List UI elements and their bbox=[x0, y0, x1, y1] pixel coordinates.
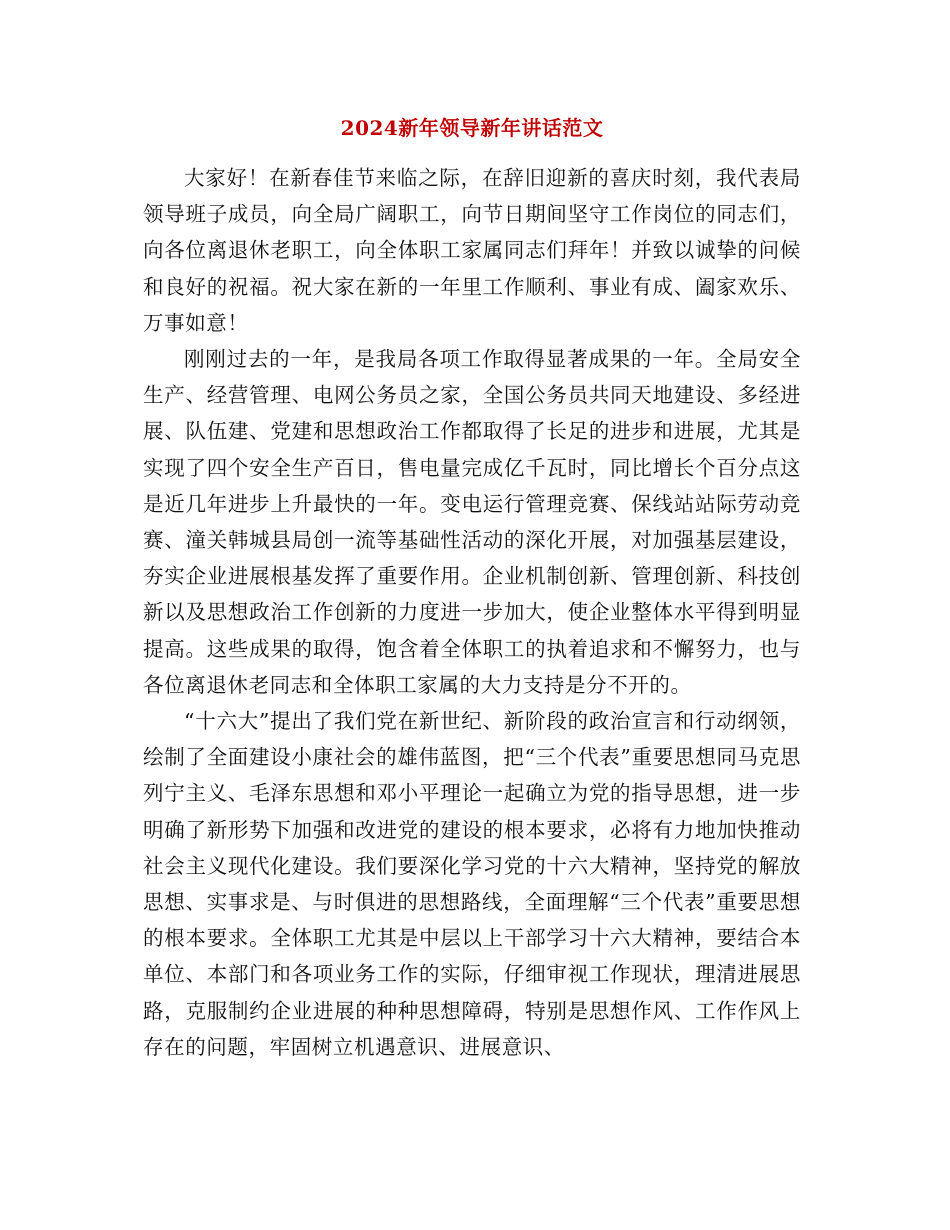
paragraph-sixteenth-congress: “十六大”提出了我们党在新世纪、新阶段的政治宣言和行动纲领，绘制了全面建设小康社会的雄伟蓝图，把“三个代表”重要思想同马克思列宁主义、毛泽东思想和邓小平理论一起确立为党的指导思想，进一步明确了新形势下加强和改进党的建设的根本要求，必将有力地加快推动社会主义现代化建设。我们要深化学习党的十六大精神，坚持党的解放思想、实事求是、与时俱进的思想路线，全面理解“三个代表”重要思想的根本要求。全体职工尤其是中层以上干部学习十六大精神，要结合本单位、本部门和各项业务工作的实际，仔细审视工作现状，理清进展思路，克服制约企业进展的种种思想障碍，特别是思想作风、工作作风上存在的问题，牢固树立机遇意识、进展意识、 bbox=[143, 709, 801, 1059]
document-page bbox=[143, 112, 801, 1065]
paragraph-greeting: 大家好！在新春佳节来临之际，在辞旧迎新的喜庆时刻，我代表局领导班子成员，向全局广阔职工，向节日期间坚守工作岗位的同志们，向各位离退休老职工，向全体职工家属同志们拜年！并致以诚挚的问候和良好的祝福。祝大家在新的一年里工作顺利、事业有成、阖家欢乐、万事如意！ bbox=[143, 166, 801, 335]
document-title: 2024新年领导新年讲话范文 bbox=[340, 116, 604, 140]
paragraph-achievements: 刚刚过去的一年，是我局各项工作取得显著成果的一年。全局安全生产、经营管理、电网公务员之家，全国公务员共同天地建设、多经进展、队伍建、党建和思想政治工作都取得了长足的进步和进展，尤其是实现了四个安全生产百日，售电量完成亿千瓦时，同比增长个百分点这是近几年进步上升最快的一年。变电运行管理竞赛、保线站站际劳动竞赛、潼关韩城县局创一流等基础性活动的深化开展，对加强基层建设，夯实企业进展根基发挥了重要作用。企业机制创新、管理创新、科技创新以及思想政治工作创新的力度进一步加大，使企业整体水平得到明显提高。这些成果的取得，饱含着全体职工的执着追求和不懈努力，也与各位离退休老同志和全体职工家属的大力支持是分不开的。 bbox=[143, 347, 801, 697]
